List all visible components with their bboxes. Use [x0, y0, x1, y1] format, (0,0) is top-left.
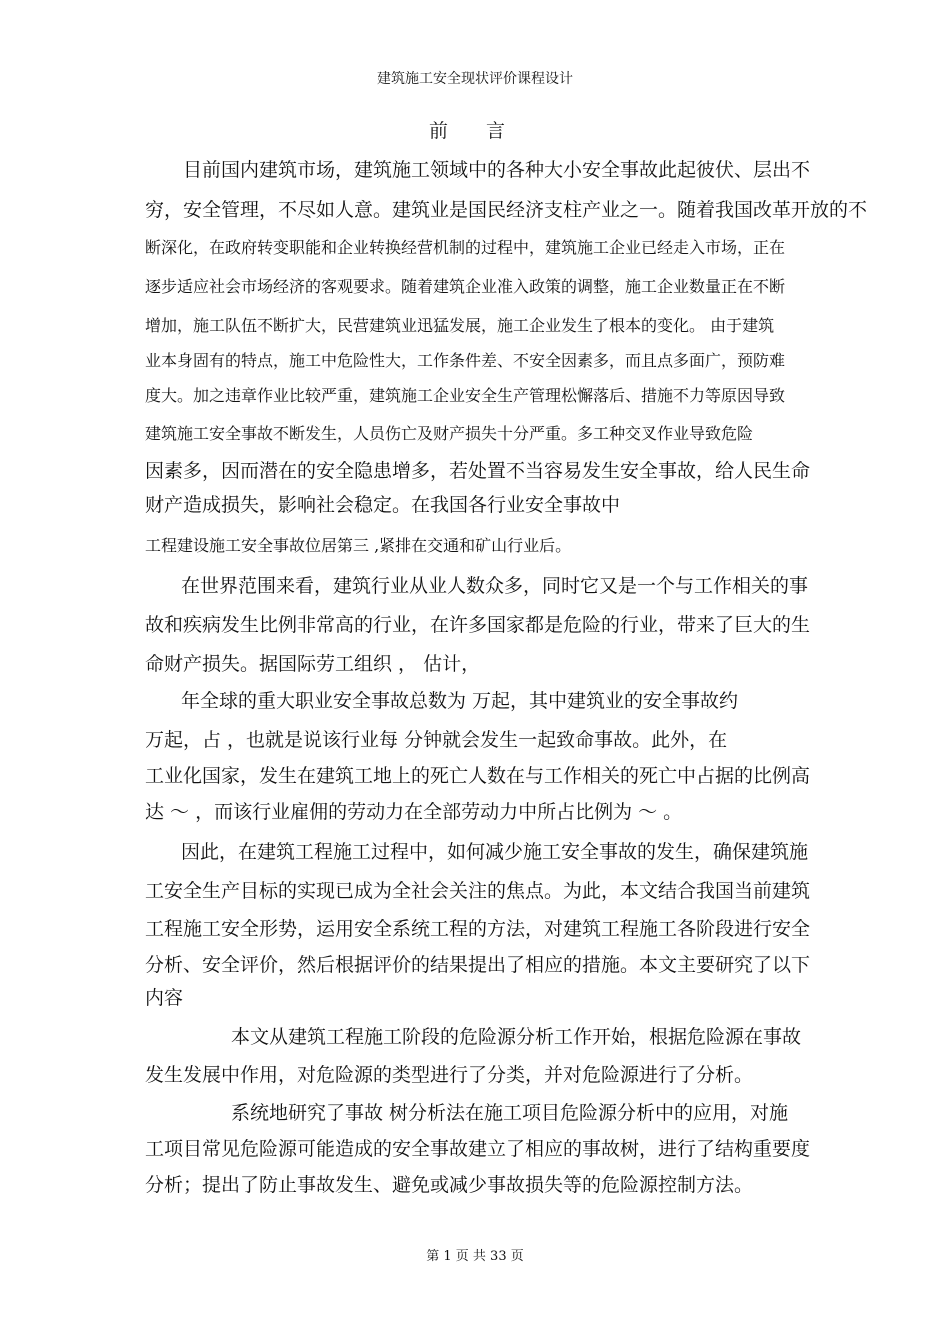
text-line: 因此，在建筑工程施工过程中，如何减少施工安全事故的发生，确保建筑施 — [181, 841, 809, 863]
text-line: 内容 — [145, 987, 184, 1009]
text-line: 财产造成损失，影响社会稳定。在我国各行业安全事故中 — [145, 494, 621, 516]
text-line: 万起，占 ，也就是说该行业每 分钟就会发生一起致命事故。此外，在 — [145, 729, 728, 751]
text-line: 断深化，在政府转变职能和企业转换经营机制的过程中，建筑施工企业已经走入市场，正在 — [145, 238, 786, 257]
text-line: 建筑施工安全事故不断发生，人员伤亡及财产损失十分严重。多工种交叉作业导致危险 — [145, 424, 754, 443]
text-line: 逐步适应社会市场经济的客观要求。随着建筑企业准入政策的调整，施工企业数量正在不断 — [145, 277, 786, 296]
text-line: 命财产损失。据国际劳工组织 ， 估计， — [145, 653, 481, 675]
text-line: 工安全生产目标的实现已成为全社会关注的焦点。为此，本文结合我国当前建筑 — [145, 880, 811, 902]
text-line: 故和疾病发生比例非常高的行业，在许多国家都是危险的行业，带来了巨大的生 — [145, 614, 811, 636]
page-footer: 第 1 页 共 33 页 — [426, 1249, 524, 1264]
text-line: 在世界范围来看，建筑行业从业人数众多，同时它又是一个与工作相关的事 — [181, 575, 809, 597]
page-header: 建筑施工安全现状评价课程设计 — [377, 71, 573, 87]
text-line: 达 ～ ，而该行业雇佣的劳动力在全部劳动力中所占比例为 ～ 。 — [145, 801, 683, 823]
text-line: 发生发展中作用，对危险源的类型进行了分类，并对危险源进行了分析。 — [145, 1064, 754, 1086]
section-title: 前 言 — [428, 120, 522, 142]
text-line: 年全球的重大职业安全事故总数为 万起，其中建筑业的安全事故约 — [181, 690, 739, 712]
text-line: 目前国内建筑市场，建筑施工领域中的各种大小安全事故此起彼伏、层出不 — [183, 159, 811, 181]
text-line: 穷，安全管理，不尽如人意。建筑业是国民经济支柱产业之一。随着我国改革开放的不 — [145, 199, 868, 221]
text-line: 增加，施工队伍不断扩大，民营建筑业迅猛发展，施工企业发生了根本的变化。 由于建筑 — [145, 316, 775, 335]
text-line: 工程施工安全形势，运用安全系统工程的方法，对建筑工程施工各阶段进行安全 — [145, 918, 811, 940]
text-line: 度大。加之违章作业比较严重，建筑施工企业安全生产管理松懈落后、措施不力等原因导致 — [145, 386, 786, 405]
text-line: 分析、安全评价，然后根据评价的结果提出了相应的措施。本文主要研究了以下 — [145, 954, 811, 976]
text-line: 工程建设施工安全事故位居第三 ,紧排在交通和矿山行业后。 — [145, 536, 572, 555]
text-line: 工业化国家，发生在建筑工地上的死亡人数在与工作相关的死亡中占据的比例高 — [145, 765, 811, 787]
text-line: 工项目常见危险源可能造成的安全事故建立了相应的事故树，进行了结构重要度 — [145, 1138, 811, 1160]
text-line: 因素多，因而潜在的安全隐患增多，若处置不当容易发生安全事故，给人民生命 — [145, 460, 811, 482]
text-line: 系统地研究了事故 树分析法在施工项目危险源分析中的应用，对施 — [231, 1102, 789, 1124]
text-line: 业本身固有的特点，施工中危险性大，工作条件差、不安全因素多，而且点多面广，预防难 — [145, 351, 786, 370]
text-line: 分析；提出了防止事故发生、避免或减少事故损失等的危险源控制方法。 — [145, 1174, 754, 1196]
text-line: 本文从建筑工程施工阶段的危险源分析工作开始，根据危险源在事故 — [231, 1026, 802, 1048]
